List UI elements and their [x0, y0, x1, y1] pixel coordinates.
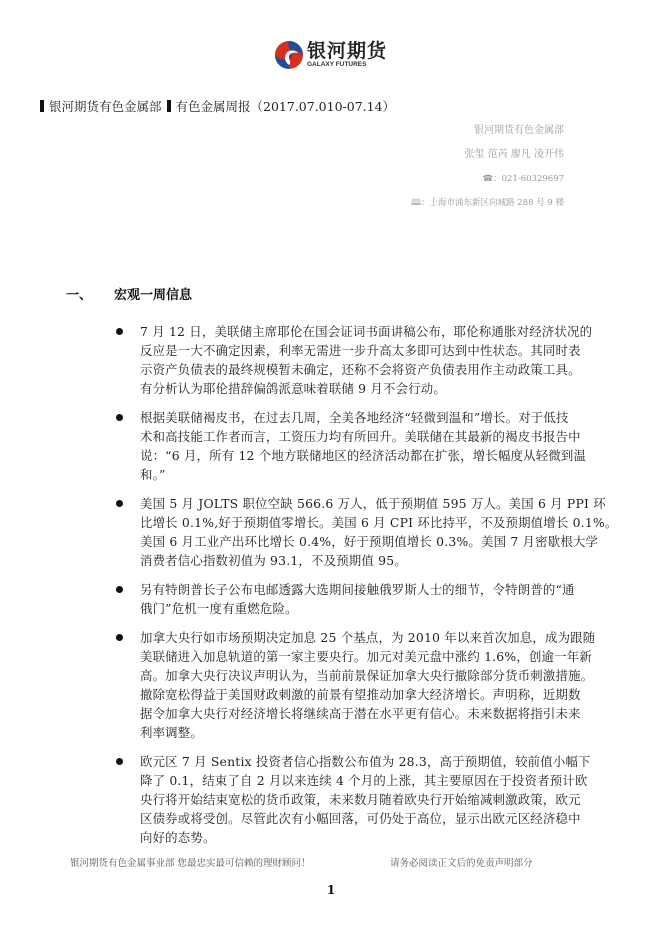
contact-dept: 银河期货有色金属部 — [474, 125, 564, 136]
bullet-list — [116, 322, 618, 857]
paragraph-line: 向好的态势。 — [140, 830, 216, 845]
paragraph-line: 高。加拿大央行决议声明认为，当前前景保证加拿大央行撤除部分货币刺激措施。 — [140, 668, 594, 683]
bullet-icon — [116, 758, 123, 765]
paragraph-line: 区债券或将受创。尽管此次有小幅回落，可仍处于高位，显示出欧元区经济稳中 — [140, 811, 581, 826]
paragraph-line: 根据美联储褐皮书，在过去几周，全美各地经济“轻微到温和”增长。对于低技 — [140, 410, 569, 425]
paragraph-line: 消费者信心指数初值为 93.1，不及预期值 95。 — [140, 553, 407, 568]
page-number: 1 — [326, 883, 336, 897]
paragraph-line: 降了 0.1，结束了自 2 月以来连续 4 个月的上涨，其主要原因在于投资者预计欧 — [140, 773, 588, 788]
paragraph-line: 据令加拿大央行对经济增长将继续高于潜在水平更有信心。未来数据将指引未来 — [140, 706, 581, 721]
paragraph-line: 欧元区 7 月 Sentix 投资者信心指数公布值为 28.3，高于预期值，较前值小幅下 — [140, 754, 591, 769]
contact-address: 🕮：上海市浦东新区向城路 288 号 9 楼 — [411, 198, 564, 208]
bullet-icon — [116, 414, 123, 421]
galaxy-futures-logo — [274, 40, 387, 70]
paragraph-line: 央行将开始结束宽松的货币政策，未来数月随着欧央行开始缩减刺激政策，欧元 — [140, 792, 581, 807]
paragraph-line: 7 月 12 日，美联储主席耶伦在国会证词书面讲稿公布，耶伦称通胀对经济状况的 — [140, 324, 593, 339]
department-name: 银河期货有色金属部 — [49, 99, 162, 114]
section-title: 宏观一周信息 — [114, 288, 193, 303]
bullet-icon — [116, 500, 123, 507]
section-number: 一、 — [66, 288, 93, 303]
paragraph-line: 比增长 0.1%,好于预期值零增长。美国 6 月 CPI 环比持平，不及预期值增长 0.1%。 — [140, 515, 618, 530]
logo-cn-text: 银河期货 — [307, 40, 388, 62]
paragraph-line: 另有特朗普长子公布电邮透露大选期间接触俄罗斯人士的细节，令特朗普的“通 — [140, 582, 575, 597]
report-title — [40, 97, 395, 115]
paragraph-line: 示资产负债表的最终规模暂未确定，还称不会将资产负债表用作主动政策工具。 — [140, 362, 581, 377]
paragraph-line: 和。” — [140, 467, 166, 482]
bullet-icon — [116, 328, 123, 335]
list-item — [116, 752, 591, 847]
paragraph-line: 美联储进入加息轨道的第一家主要央行。加元对美元盘中涨约 1.6%，创逾一年新 — [140, 649, 592, 664]
bullet-icon — [116, 586, 123, 593]
section-heading — [66, 284, 192, 303]
list-item — [116, 580, 576, 618]
list-item — [116, 322, 593, 398]
paragraph-line: 加拿大央行如市场预期决定加息 25 个基点，为 2010 年以来首次加息，成为跟随 — [140, 630, 596, 645]
paragraph-line: 美国 5 月 JOLTS 职位空缺 566.6 万人，低于预期值 595 万人。美国 6 月 PPI 环 — [140, 496, 606, 511]
paragraph-line: 有分析认为耶伦措辞偏鸽派意味着联储 9 月不会行动。 — [140, 381, 446, 396]
paragraph-line: 美国 6 月工业产出环比增长 0.4%，好于预期值增长 0.3%。美国 7 月密歇根大学 — [140, 534, 599, 549]
paragraph-line: 俄门”危机一度有重燃危险。 — [140, 601, 298, 616]
list-item — [116, 408, 587, 484]
contact-block — [411, 124, 564, 220]
paragraph-line: 撤除宽松得益于美国财政刺激的前景有望推动加拿大经济增长。声明称，近期数 — [140, 687, 581, 702]
contact-phone: ☎：021-60329697 — [482, 174, 564, 184]
paragraph-line: 说：“6 月，所有 12 个地方联储地区的经济活动都在扩张，增长幅度从轻微到温 — [140, 448, 587, 463]
list-item — [116, 628, 596, 742]
list-item — [116, 494, 618, 570]
contact-authors: 张玺 范芮 廖凡 凌开伟 — [464, 149, 564, 160]
paragraph-line: 反应是一大不确定因素，利率无需进一步升高太多即可达到中性状态。其同时表 — [140, 343, 581, 358]
galaxy-logo-icon — [274, 40, 304, 70]
paragraph-line: 术和高技能工作者而言，工资压力均有所回升。美联储在其最新的褐皮书报告中 — [140, 429, 581, 444]
report-name: 有色金属周报（2017.07.010-07.14） — [175, 99, 396, 114]
title-bar-marker — [167, 100, 171, 112]
footer-slogan: 银河期货有色金属事业部 您最忠实最可信赖的理财顾问！ — [70, 858, 311, 869]
bullet-icon — [116, 634, 123, 641]
footer-disclaimer: 请务必阅读正文后的免责声明部分 — [390, 858, 533, 869]
title-bar-marker — [40, 100, 44, 112]
logo-en-text: GALAXY FUTURES — [307, 61, 367, 68]
paragraph-line: 利率调整。 — [140, 725, 203, 740]
